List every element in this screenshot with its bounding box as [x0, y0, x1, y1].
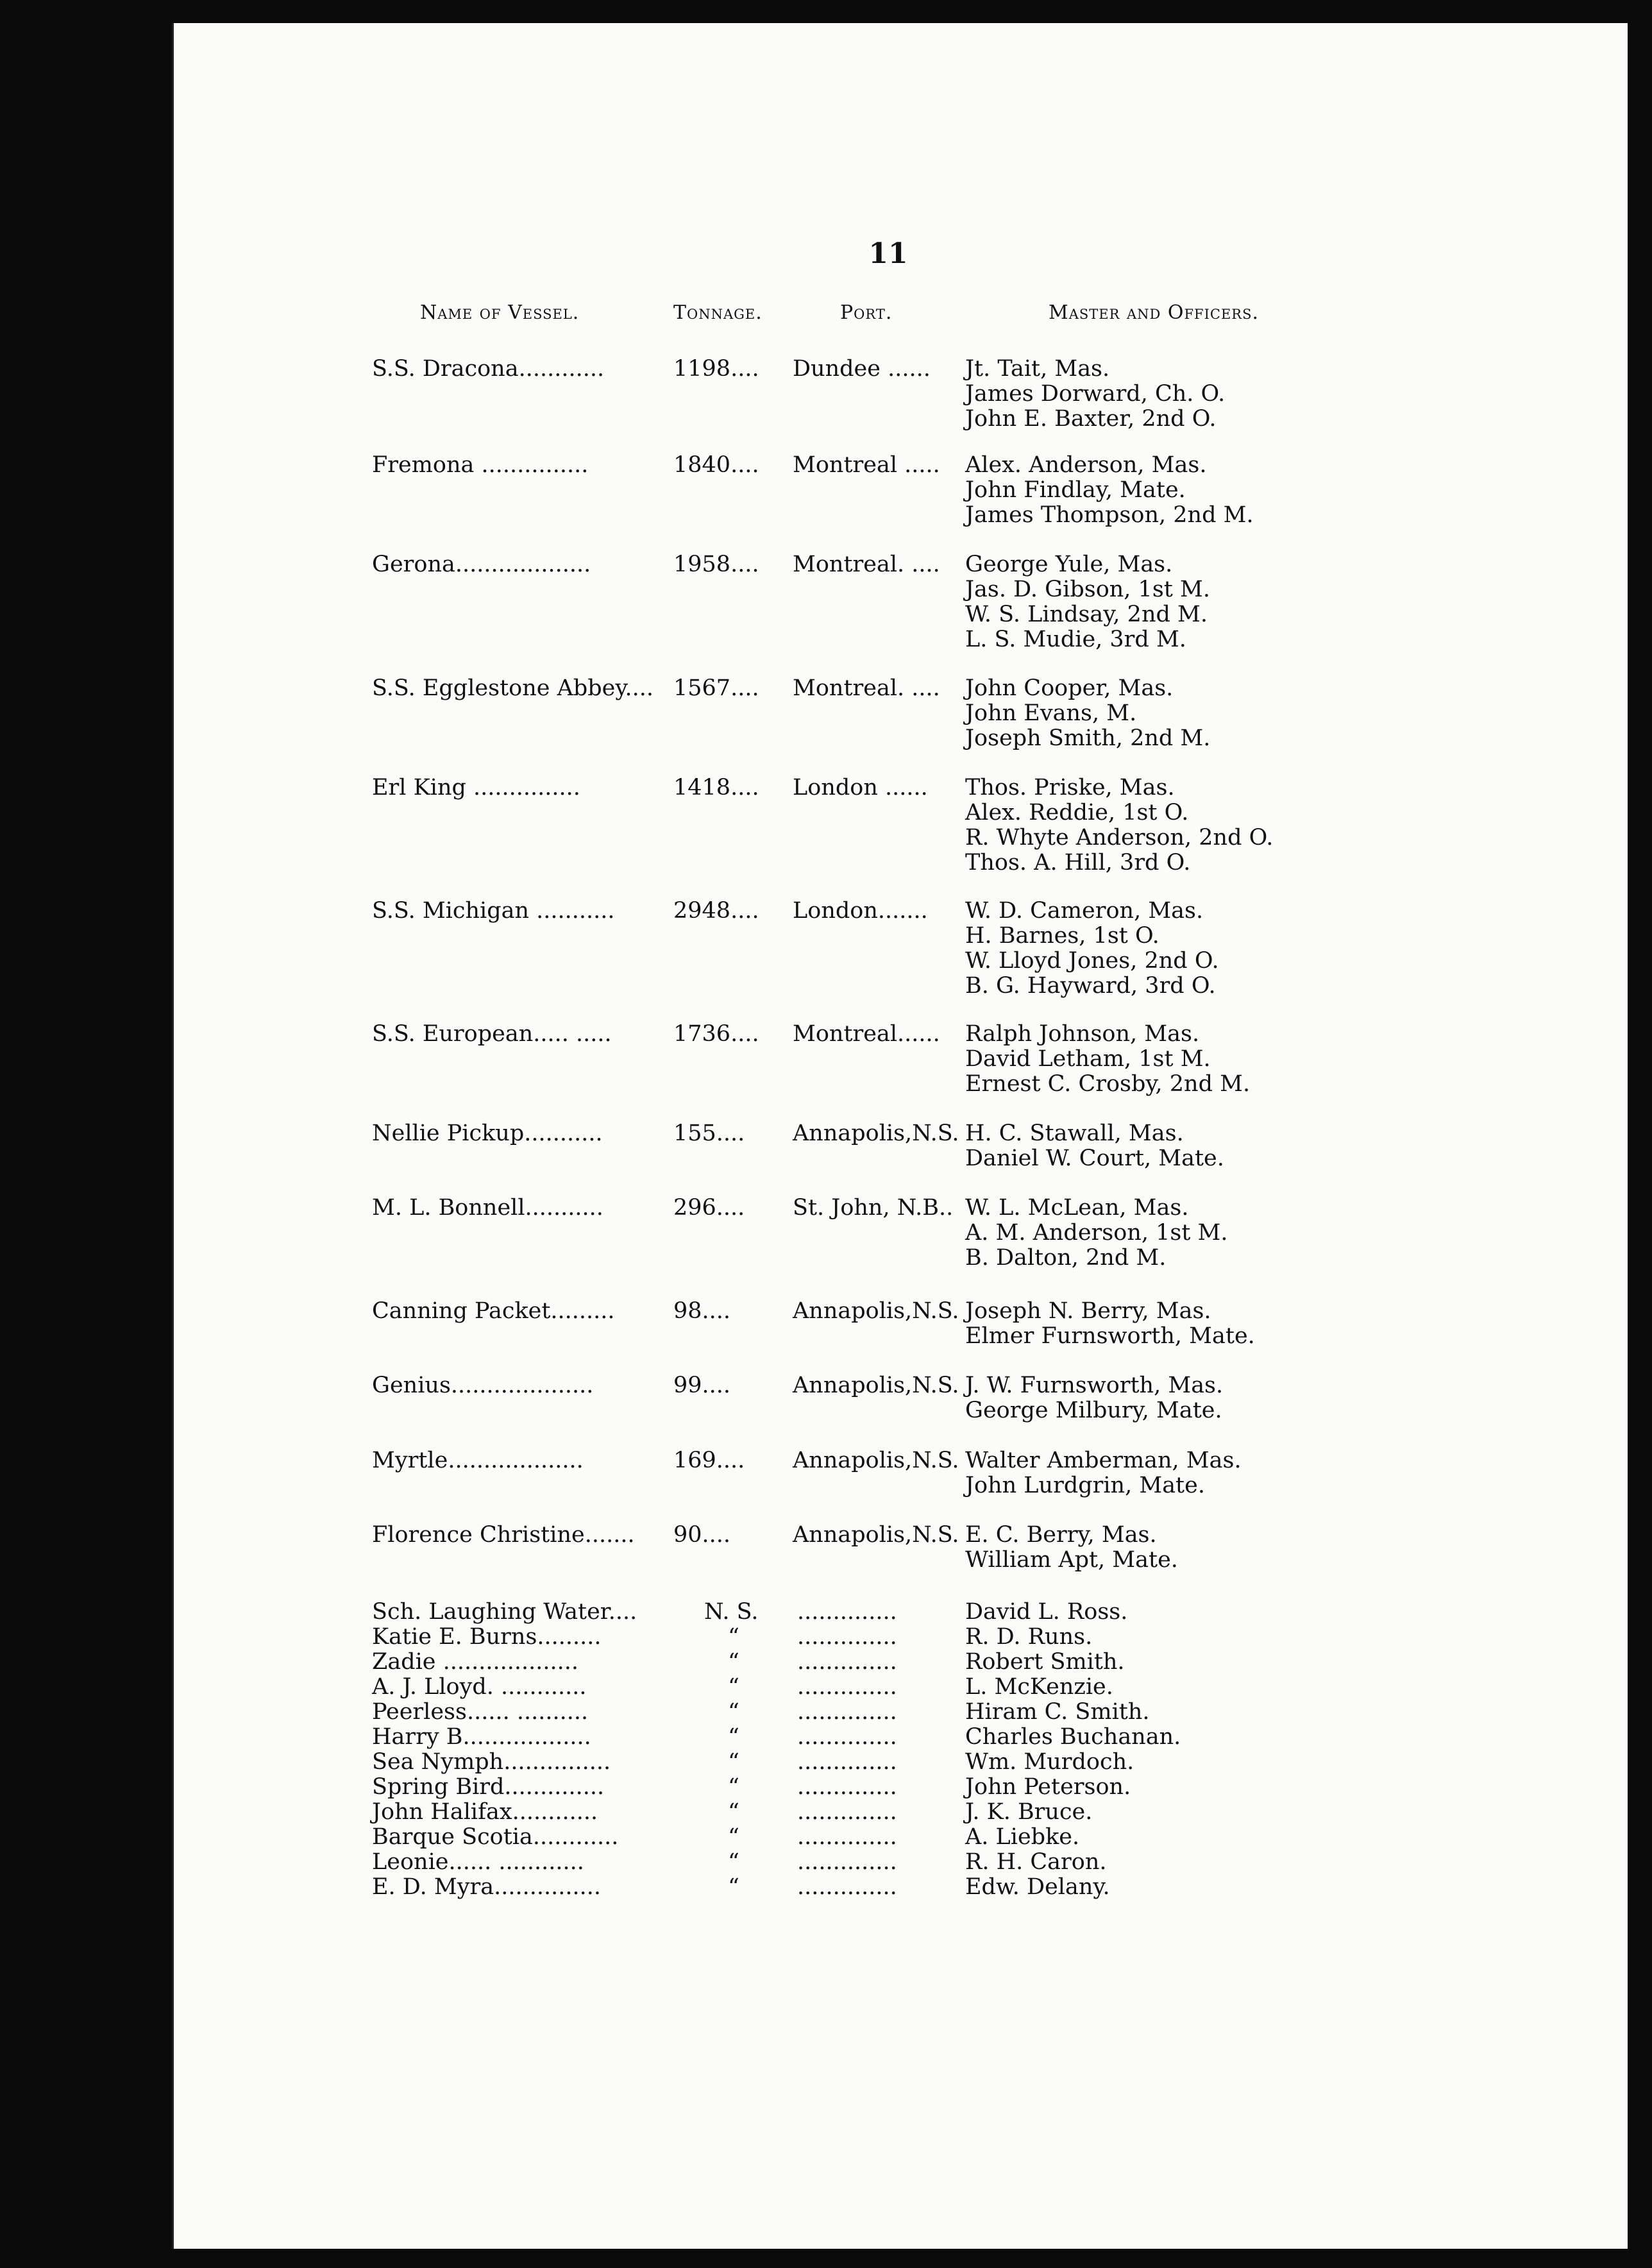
vessel-tonnage: 99.... — [673, 1373, 731, 1398]
vessel-officer: E. C. Berry, Mas. — [965, 1522, 1157, 1548]
vessel-officer: B. Dalton, 2nd M. — [965, 1245, 1167, 1271]
vessel-officer: George Yule, Mas. — [965, 552, 1173, 577]
schooner-name: Zadie ................... — [372, 1649, 579, 1675]
vessel-officer: John E. Baxter, 2nd O. — [965, 406, 1217, 432]
vessel-tonnage: 1736.... — [673, 1021, 759, 1047]
schooner-port: “ — [728, 1649, 739, 1675]
vessel-officer: Alex. Anderson, Mas. — [965, 452, 1207, 478]
schooner-master: Charles Buchanan. — [965, 1724, 1181, 1750]
schooner-master: John Peterson. — [965, 1774, 1131, 1800]
vessel-port: Annapolis,N.S. — [793, 1448, 959, 1473]
schooner-port: “ — [728, 1674, 739, 1700]
schooner-dots: .............. — [797, 1674, 897, 1700]
vessel-name: S.S. Michigan ........... — [372, 898, 615, 924]
vessel-officer: Elmer Furnsworth, Mate. — [965, 1323, 1255, 1349]
schooner-master: Hiram C. Smith. — [965, 1699, 1150, 1725]
vessel-tonnage: 1958.... — [673, 552, 759, 577]
vessel-officer: J. W. Furnsworth, Mas. — [965, 1373, 1224, 1398]
schooner-dots: .............. — [797, 1774, 897, 1800]
vessel-officer: W. L. McLean, Mas. — [965, 1195, 1189, 1221]
vessel-officer: Thos. A. Hill, 3rd O. — [965, 850, 1191, 876]
vessel-officer: George Milbury, Mate. — [965, 1398, 1222, 1423]
schooner-port: “ — [728, 1724, 739, 1750]
vessel-name: S.S. Dracona............ — [372, 356, 605, 382]
schooner-master: Wm. Murdoch. — [965, 1749, 1134, 1775]
vessel-officer: Thos. Priske, Mas. — [965, 775, 1175, 800]
vessel-officer: L. S. Mudie, 3rd M. — [965, 627, 1186, 652]
vessel-officer: William Apt, Mate. — [965, 1547, 1178, 1573]
vessel-name: S.S. Egglestone Abbey.... — [372, 675, 654, 701]
schooner-master: R. D. Runs. — [965, 1624, 1093, 1650]
schooner-name: Harry B.................. — [372, 1724, 591, 1750]
header-master-and-officers: Master and Officers. — [1049, 301, 1260, 324]
schooner-port: “ — [728, 1624, 739, 1650]
vessel-officer: Joseph N. Berry, Mas. — [965, 1298, 1211, 1324]
schooner-port: “ — [728, 1799, 739, 1825]
schooner-master: R. H. Caron. — [965, 1849, 1107, 1875]
vessel-name: Nellie Pickup........... — [372, 1121, 603, 1146]
vessel-name: Gerona................... — [372, 552, 591, 577]
schooner-master: David L. Ross. — [965, 1599, 1128, 1625]
schooner-dots: .............. — [797, 1724, 897, 1750]
schooner-name: Peerless...... .......... — [372, 1699, 589, 1725]
vessel-port: Montreal...... — [793, 1021, 940, 1047]
vessel-name: Canning Packet......... — [372, 1298, 615, 1324]
vessel-port: Annapolis,N.S. — [793, 1522, 959, 1548]
page-number: 11 — [868, 237, 908, 270]
vessel-officer: Joseph Smith, 2nd M. — [965, 725, 1211, 751]
schooner-port: “ — [728, 1749, 739, 1775]
schooner-dots: .............. — [797, 1824, 897, 1850]
vessel-tonnage: 1567.... — [673, 675, 759, 701]
vessel-port: Dundee ...... — [793, 356, 931, 382]
schooner-dots: .............. — [797, 1649, 897, 1675]
vessel-tonnage: 296.... — [673, 1195, 745, 1221]
vessel-tonnage: 155.... — [673, 1121, 745, 1146]
schooner-dots: .............. — [797, 1874, 897, 1900]
vessel-port: London....... — [793, 898, 928, 924]
vessel-tonnage: 169.... — [673, 1448, 745, 1473]
vessel-officer: Ernest C. Crosby, 2nd M. — [965, 1071, 1251, 1097]
schooner-master: L. McKenzie. — [965, 1674, 1113, 1700]
vessel-officer: H. Barnes, 1st O. — [965, 923, 1159, 949]
schooner-master: Robert Smith. — [965, 1649, 1125, 1675]
schooner-dots: .............. — [797, 1624, 897, 1650]
schooner-port: N. S. — [704, 1599, 759, 1625]
vessel-officer: W. S. Lindsay, 2nd M. — [965, 602, 1208, 627]
schooner-master: Edw. Delany. — [965, 1874, 1110, 1900]
vessel-port: Montreal. .... — [793, 552, 940, 577]
vessel-name: Myrtle................... — [372, 1448, 584, 1473]
vessel-officer: A. M. Anderson, 1st M. — [965, 1220, 1228, 1246]
schooner-port: “ — [728, 1874, 739, 1900]
schooner-name: Sch. Laughing Water.... — [372, 1599, 637, 1625]
vessel-port: Annapolis,N.S. — [793, 1373, 959, 1398]
schooner-port: “ — [728, 1824, 739, 1850]
vessel-officer: Daniel W. Court, Mate. — [965, 1146, 1224, 1171]
schooner-port: “ — [728, 1774, 739, 1800]
schooner-master: A. Liebke. — [965, 1824, 1080, 1850]
schooner-name: John Halifax............ — [372, 1799, 598, 1825]
vessel-tonnage: 2948.... — [673, 898, 759, 924]
schooner-name: Leonie...... ............ — [372, 1849, 584, 1875]
schooner-name: Spring Bird.............. — [372, 1774, 605, 1800]
schooner-name: Barque Scotia............ — [372, 1824, 619, 1850]
schooner-name: Sea Nymph............... — [372, 1749, 611, 1775]
schooner-dots: .............. — [797, 1749, 897, 1775]
schooner-port: “ — [728, 1699, 739, 1725]
vessel-port: Montreal. .... — [793, 675, 940, 701]
header-name-of-vessel: Name of Vessel. — [420, 301, 580, 324]
schooner-name: Katie E. Burns......... — [372, 1624, 602, 1650]
vessel-officer: Walter Amberman, Mas. — [965, 1448, 1242, 1473]
header-port: Port. — [840, 301, 893, 324]
schooner-port: “ — [728, 1849, 739, 1875]
vessel-port: Annapolis,N.S. — [793, 1121, 959, 1146]
vessel-officer: B. G. Hayward, 3rd O. — [965, 973, 1216, 999]
vessel-tonnage: 1198.... — [673, 356, 759, 382]
schooner-dots: .............. — [797, 1799, 897, 1825]
vessel-officer: John Cooper, Mas. — [965, 675, 1174, 701]
vessel-officer: Jas. D. Gibson, 1st M. — [965, 577, 1210, 602]
vessel-port: London ...... — [793, 775, 928, 800]
vessel-officer: John Lurdgrin, Mate. — [965, 1473, 1205, 1498]
schooner-dots: .............. — [797, 1699, 897, 1725]
vessel-name: M. L. Bonnell........... — [372, 1195, 603, 1221]
schooner-master: J. K. Bruce. — [965, 1799, 1093, 1825]
schooner-dots: .............. — [797, 1599, 897, 1625]
vessel-officer: W. D. Cameron, Mas. — [965, 898, 1204, 924]
vessel-port: St. John, N.B.. — [793, 1195, 954, 1221]
schooner-name: E. D. Myra............... — [372, 1874, 601, 1900]
vessel-officer: Ralph Johnson, Mas. — [965, 1021, 1200, 1047]
schooner-dots: .............. — [797, 1849, 897, 1875]
vessel-name: Erl King ............... — [372, 775, 580, 800]
vessel-port: Annapolis,N.S. — [793, 1298, 959, 1324]
vessel-name: S.S. European..... ..... — [372, 1021, 612, 1047]
vessel-name: Fremona ............... — [372, 452, 589, 478]
vessel-tonnage: 90.... — [673, 1522, 731, 1548]
vessel-officer: James Thompson, 2nd M. — [965, 502, 1254, 528]
vessel-name: Florence Christine....... — [372, 1522, 635, 1548]
vessel-name: Genius.................... — [372, 1373, 594, 1398]
header-tonnage: Tonnage. — [673, 301, 763, 324]
vessel-tonnage: 1418.... — [673, 775, 759, 800]
vessel-officer: R. Whyte Anderson, 2nd O. — [965, 825, 1274, 851]
vessel-officer: H. C. Stawall, Mas. — [965, 1121, 1184, 1146]
vessel-officer: James Dorward, Ch. O. — [965, 381, 1226, 407]
schooner-name: A. J. Lloyd. ............ — [372, 1674, 587, 1700]
vessel-port: Montreal ..... — [793, 452, 940, 478]
vessel-officer: W. Lloyd Jones, 2nd O. — [965, 948, 1219, 974]
vessel-tonnage: 1840.... — [673, 452, 759, 478]
vessel-officer: John Findlay, Mate. — [965, 477, 1186, 503]
vessel-officer: John Evans, M. — [965, 700, 1137, 726]
vessel-officer: Alex. Reddie, 1st O. — [965, 800, 1189, 825]
vessel-officer: David Letham, 1st M. — [965, 1046, 1211, 1072]
vessel-tonnage: 98.... — [673, 1298, 731, 1324]
vessel-officer: Jt. Tait, Mas. — [965, 356, 1110, 382]
